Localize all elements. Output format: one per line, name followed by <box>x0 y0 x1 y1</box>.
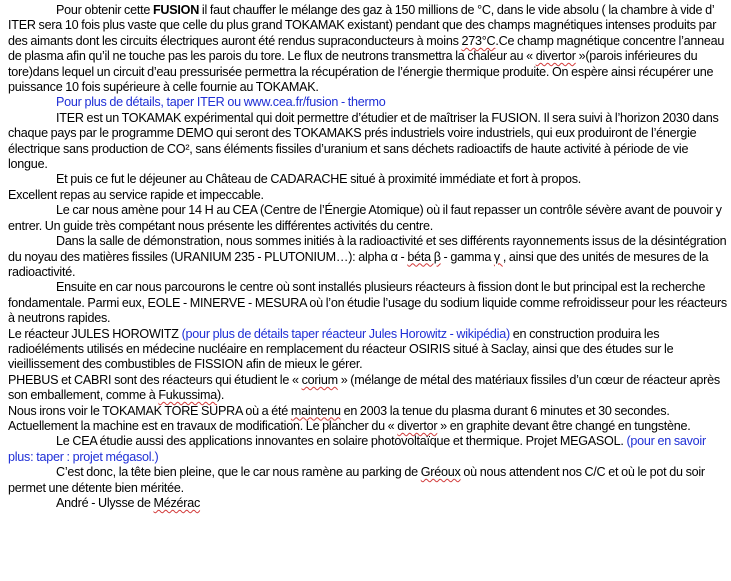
paragraph-radioactivite: Dans la salle de démonstration, nous sommes initiés à la radioactivité et ses différents rayonnements issus de la désintégration du noyau des matières fissiles (URANIUM 235 - PLUTONIUM…): alpha α - béta β - gamma γ , ainsi que des unités de mesures de la radioactivité. <box>8 234 727 279</box>
paragraph-dejeuner: Et puis ce fut le déjeuner au Château de CADARACHE situé à proximité immédiate et fort à propos. <box>56 172 582 187</box>
paragraph-retour: C’est donc, la tête bien pleine, que le car nous ramène au parking de Gréoux où nous attendent nos C/C et où le pot du soir permet une détente bien méritée. <box>8 465 705 495</box>
link-megasol[interactable]: (pour en savoir plus: taper : projet mégasol.) <box>8 434 706 464</box>
paragraph-cea: Le car nous amène pour 14 H au CEA (Centre de l’Énergie Atomique) où il faut repasser un contrôle sévère avant de pouvoir y entrer. Un guide très compétant nous présente les différentes activités du centre. <box>8 203 722 233</box>
paragraph-repas: Excellent repas au service rapide et impeccable. <box>8 187 264 202</box>
paragraph-megasol: Le CEA étudie aussi des applications innovantes en solaire photovoltaïque et thermique. Projet MEGASOL. (pour en savoir plus: taper : projet mégasol.) <box>8 434 706 464</box>
paragraph-reacteurs: Ensuite en car nous parcourons le centre où sont installés plusieurs réacteurs à fission dont le but principal est la recherche fondamentale. Parmi eux, EOLE - MINERVE - MESURA où l’on étudie l’usage du sodium liquide comme refroidisseur pour les réacteurs à neutrons rapides. <box>8 280 727 326</box>
divertor-word: divertor <box>535 49 576 64</box>
paragraph-horowitz: Le réacteur JULES HOROWITZ (pour plus de détails taper réacteur Jules Horowitz - wikipédia) en construction produira les radioéléments utilisés en médecine nucléaire en remplacement du réacteur OSIRIS situé à Saclay, ainsi que des études sur le vieillissement des combustibles de FISSION afin de mieux le gérer. <box>8 326 674 372</box>
paragraph-phebus: PHEBUS et CABRI sont des réacteurs qui étudient le « corium » (mélange de métal des matériaux fissiles d’un cœur de réacteur après son emballement, comme à Fukussima). <box>8 372 720 403</box>
link-horowitz[interactable]: (pour plus de détails taper réacteur Jules Horowitz - wikipédia) <box>181 326 510 341</box>
paragraph-fusion: Pour obtenir cette FUSION il faut chauffer le mélange des gaz à 150 millions de °C, dans le vide absolu ( la chambre à vide d’ ITER sera 10 fois plus vaste que celle du plus grand TOKAMAK existant) pendant que des champs magnétiques intenses produits par des aimants dont les circuits électriques auront été rendus supraconducteurs à moins 273°C.Ce champ magnétique concentre l’anneau de plasma afin qu’il ne touche pas les parois du tore. Le flux de neutrons transmettra la chaleur au « divertor »(parois inférieures du tore)dans lequel un circuit d’eau pressurisée permettra la récupération de l’énergie thermique produite. On espère ainsi récupérer une puissance 10 fois supérieure à celle fournie au TOKAMAK. <box>8 3 725 95</box>
fusion-keyword: FUSION <box>152 3 200 17</box>
paragraph-tore-supra: Nous irons voir le TOKAMAK TORE SUPRA où a été maintenu en 2003 la tenue du plasma durant 6 minutes et 30 secondes. Actuellement la machine est en travaux de modification. Le plancher du « divertor » en graphite devant être changé en tungstène. <box>8 403 691 433</box>
signature: André - Ulysse de Mézérac <box>56 496 201 510</box>
link-iter-details[interactable]: Pour plus de détails, taper ITER ou www.cea.fr/fusion - thermo <box>56 95 386 110</box>
paragraph-iter: ITER est un TOKAMAK expérimental qui doit permettre d’étudier et de maîtriser la FUSION. Il sera suivi à l’horizon 2030 dans chaque pays par le programme DEMO qui seront des TOKAMAKS prés industriels voire industriels, qui eux produiront de l’énergie électrique sans production de CO², sans éléments fissiles d’uranium et sans déchets radioactifs de haute activité à période de vie longue. <box>8 110 719 172</box>
